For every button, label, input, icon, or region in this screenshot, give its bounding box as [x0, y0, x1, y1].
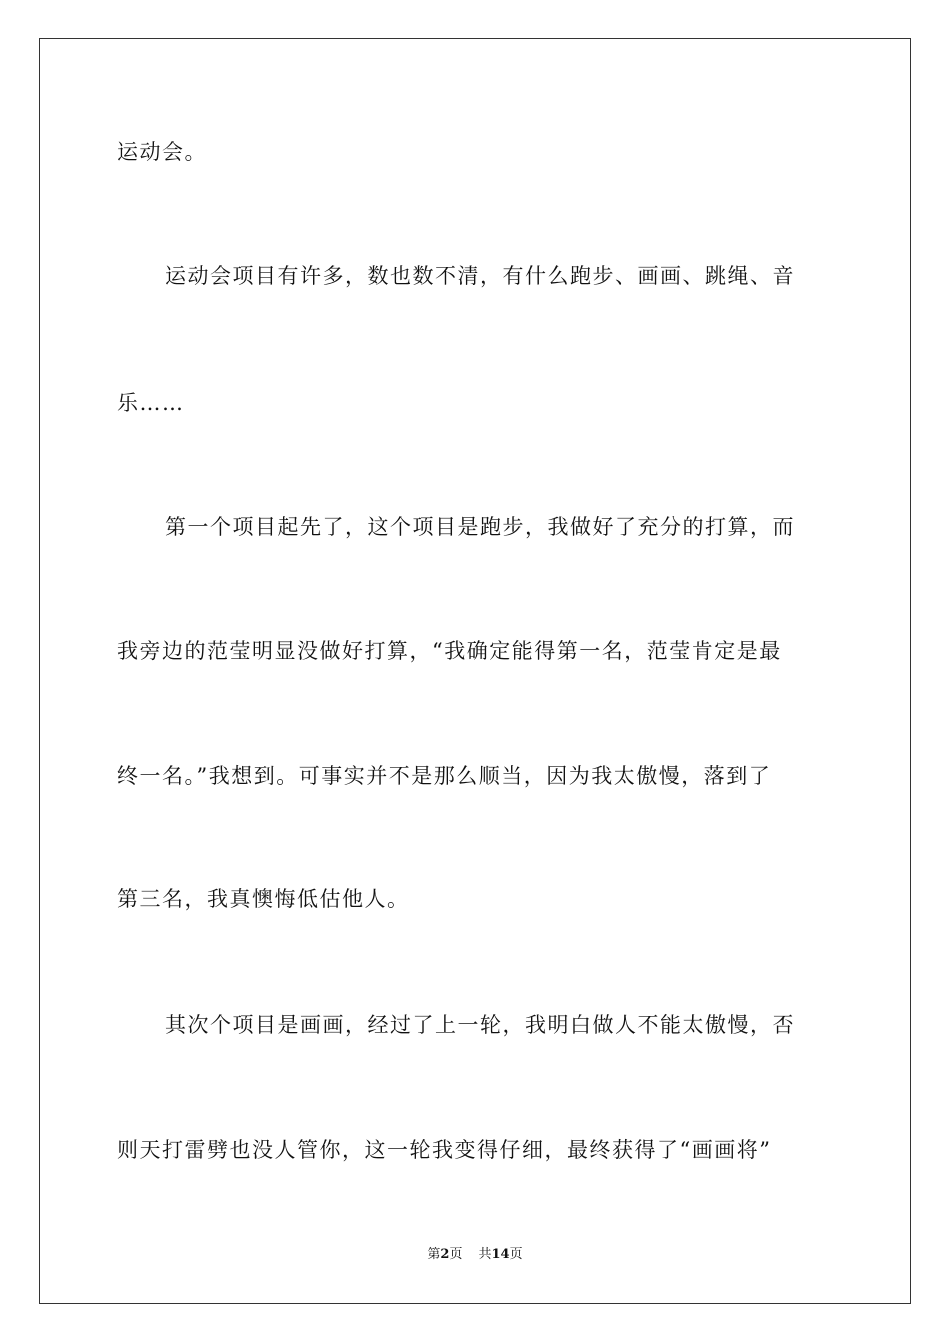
paragraph-2-line-4: 第三名，我真懊悔低估他人。: [117, 887, 410, 911]
page-footer: [0, 1246, 950, 1264]
paragraph-3-line-2: 则天打雷劈也没人管你，这一轮我变得仔细，最终获得了“画画将”: [117, 1138, 772, 1162]
paragraph-3-line-1: 其次个项目是画画，经过了上一轮，我明白做人不能太傲慢，否: [165, 1013, 795, 1037]
page-total: 14: [491, 1247, 510, 1262]
page-suffix: 页: [449, 1247, 463, 1262]
paragraph-2-line-3: 终一名。”我想到。可事实并不是那么顺当，因为我太傲慢，落到了: [117, 764, 772, 788]
page-current: 2: [440, 1247, 450, 1262]
text-line-1: 运动会。: [117, 140, 207, 164]
total-suffix: 页: [509, 1247, 523, 1262]
total-prefix: 共: [478, 1247, 492, 1262]
paragraph-1-line-1: 运动会项目有许多，数也数不清，有什么跑步、画画、跳绳、音: [165, 264, 795, 288]
paragraph-1-line-2: 乐……: [117, 391, 185, 415]
page-prefix: 第: [427, 1247, 441, 1262]
paragraph-2-line-1: 第一个项目起先了，这个项目是跑步，我做好了充分的打算，而: [165, 515, 795, 539]
paragraph-2-line-2: 我旁边的范莹明显没做好打算，“我确定能得第一名，范莹肯定是最: [117, 639, 782, 663]
page-frame: [39, 38, 911, 1304]
